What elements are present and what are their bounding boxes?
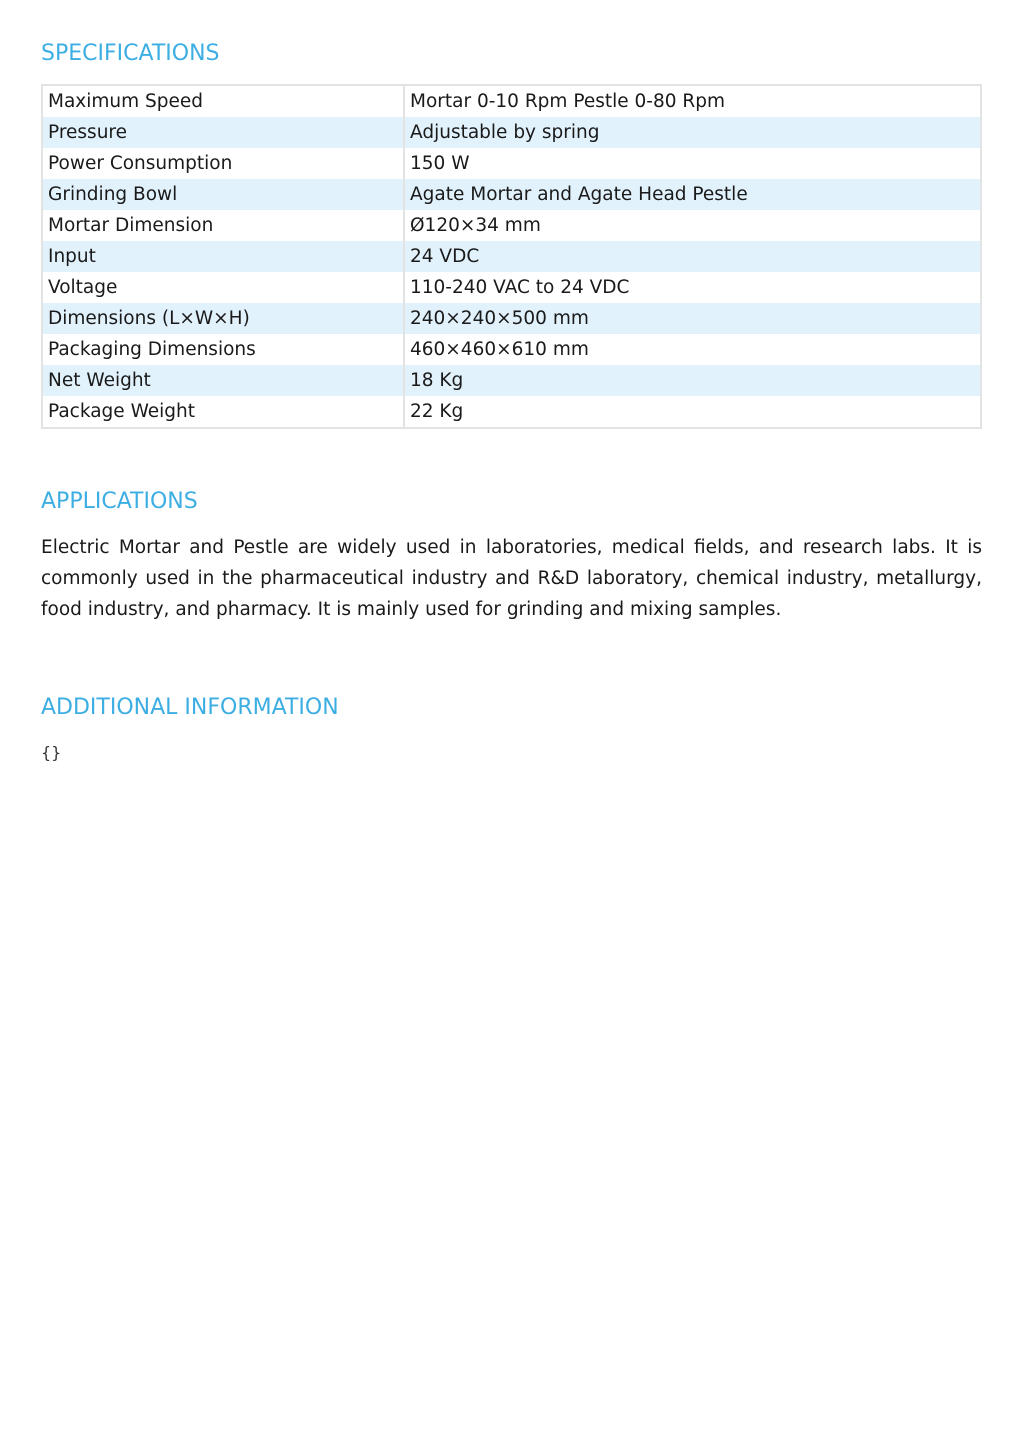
table-row	[42, 303, 981, 334]
spec-value: 240×240×500 mm	[404, 303, 981, 334]
table-row	[42, 241, 981, 272]
applications-heading: APPLICATIONS	[41, 489, 198, 514]
spec-value: Ø120×34 mm	[410, 215, 541, 236]
specifications-heading: SPECIFICATIONS	[41, 41, 220, 66]
additional-information-heading: ADDITIONAL INFORMATION	[41, 695, 339, 720]
spec-value: 22 Kg	[410, 401, 464, 422]
applications-paragraph: Electric Mortar and Pestle are widely used in laboratories, medical fields, and research labs. It is commonly used in the pharmaceutical industry and R&D laboratory, chemical industry, metallurgy, food industry, and pharmacy. It is mainly used for grinding and mixing samples.	[41, 537, 982, 620]
spec-label: Grinding Bowl	[42, 179, 404, 210]
table-row	[42, 117, 981, 148]
table-row	[42, 334, 981, 365]
spec-label: Pressure	[42, 117, 404, 148]
table-row	[42, 272, 981, 303]
additional-information-text: {}	[41, 743, 62, 762]
spec-value: 150 W	[410, 153, 470, 174]
specifications-table	[41, 84, 982, 429]
table-row	[42, 396, 981, 428]
spec-label: Package Weight	[42, 396, 404, 428]
table-row	[42, 210, 981, 241]
table-row	[42, 179, 981, 210]
table-row	[42, 85, 981, 117]
spec-value: Adjustable by spring	[404, 117, 981, 148]
spec-label: Input	[42, 241, 404, 272]
spec-value: Agate Mortar and Agate Head Pestle	[404, 179, 981, 210]
table-row	[42, 365, 981, 396]
spec-label: Voltage	[42, 272, 404, 303]
spec-label: Mortar Dimension	[42, 210, 404, 241]
spec-value: 110-240 VAC to 24 VDC	[410, 277, 630, 298]
spec-label: Dimensions (L×W×H)	[42, 303, 404, 334]
spec-label: Power Consumption	[42, 148, 404, 179]
spec-value: 24 VDC	[404, 241, 981, 272]
spec-label: Maximum Speed	[42, 85, 404, 117]
spec-value: 18 Kg	[404, 365, 981, 396]
spec-label: Packaging Dimensions	[42, 334, 404, 365]
spec-value: Mortar 0-10 Rpm Pestle 0-80 Rpm	[410, 91, 725, 112]
table-row	[42, 148, 981, 179]
spec-value: 460×460×610 mm	[410, 339, 589, 360]
spec-label: Net Weight	[42, 365, 404, 396]
